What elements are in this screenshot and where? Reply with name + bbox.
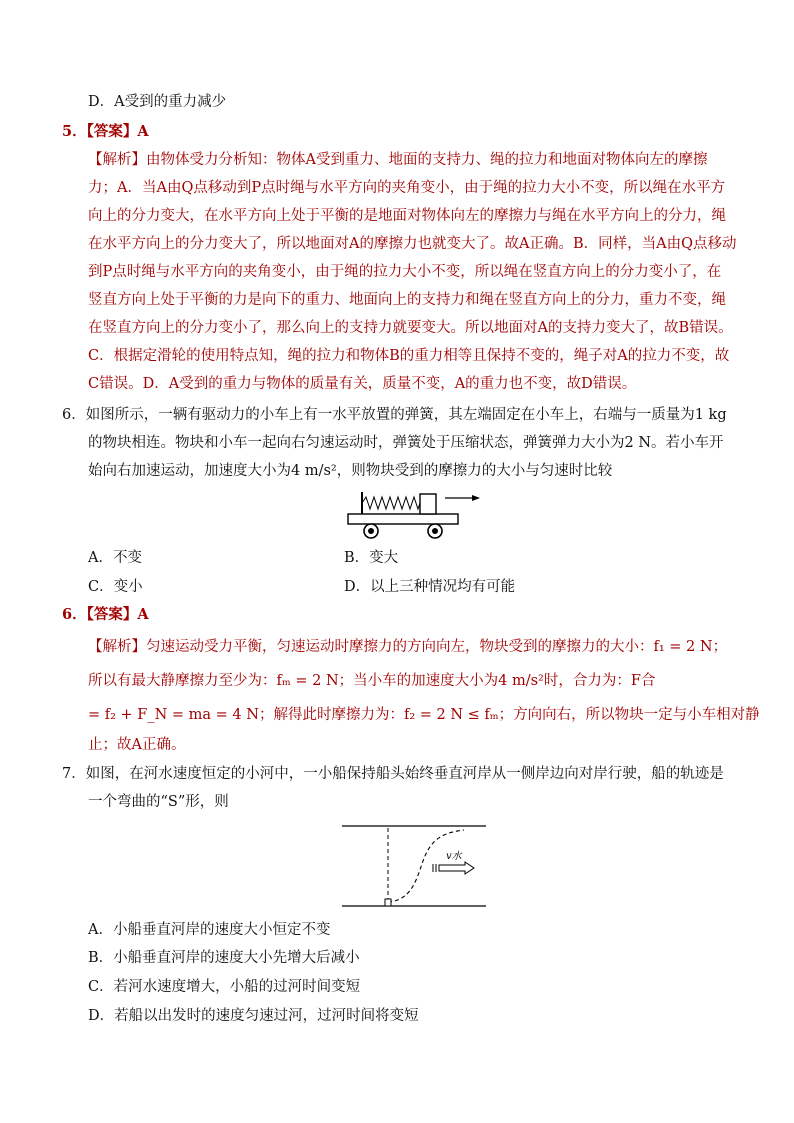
- q5-analysis-line-1: 【解析】由物体受力分析知：物体A受到重力、地面的支持力、绳的拉力和地面对物体向左的摩擦: [88, 152, 708, 168]
- q6-analysis-line-3: = f₂ + F_N = ma = 4 N；解得此时摩擦力为：f₂ = 2 N ≤ fₘ；方向向右，所以物块一定与小车相对静: [88, 707, 760, 723]
- q6-option-d: D．以上三种情况均有可能: [344, 579, 516, 595]
- q7-stem-line-2: 一个弯曲的“S”形，则: [88, 794, 229, 810]
- q7-option-d: D．若船以出发时的速度匀速过河，过河时间将变短: [88, 1008, 419, 1024]
- q5-analysis-line-6: 竖直方向上处于平衡的力是向下的重力、地面向上的支持力和绳在竖直方向上的分力，重力不变，绳: [88, 292, 726, 308]
- q4-option-d: D．A受到的重力减少: [88, 94, 227, 110]
- q6-stem-line-2: 的物块相连。物块和小车一起向右匀速运动时，弹簧处于压缩状态，弹簧弹力大小为2 N。若小车开: [88, 435, 724, 451]
- q7-stem-line-1: 7．如图，在河水速度恒定的小河中，一小船保持船头始终垂直河岸从一侧岸边向对岸行驶，船的轨迹是: [62, 766, 724, 782]
- q6-stem-line-3: 始向右加速运动，加速度大小为4 m/s²，则物块受到的摩擦力的大小与匀速时比较: [88, 463, 613, 479]
- q6-option-c: C．变小: [88, 579, 143, 595]
- q5-analysis-line-8: C．根据定滑轮的使用特点知，绳的拉力和物体B的重力相等且保持不变的，绳子对A的拉力不变，故: [88, 348, 730, 364]
- q7-option-b: B．小船垂直河岸的速度大小先增大后减小: [88, 950, 360, 966]
- q5-analysis-line-3: 向上的分力变大，在水平方向上处于平衡的是地面对物体向左的摩擦力与绳在水平方向上的分力，绳: [88, 208, 726, 224]
- q5-analysis-line-2: 力；A．当A由Q点移动到P点时绳与水平方向的夹角变小，由于绳的拉力大小不变，所以绳在水平方: [88, 180, 726, 196]
- q5-analysis-line-9: C错误。D．A受到的重力与物体的质量有关，质量不变，A的重力也不变，故D错误。: [88, 376, 637, 392]
- q6-option-b: B．变大: [344, 550, 399, 566]
- river-velocity-label: v水: [446, 851, 462, 862]
- q7-option-a: A．小船垂直河岸的速度大小恒定不变: [88, 922, 331, 938]
- river-boat-figure: [340, 820, 490, 912]
- q5-analysis-line-7: 在竖直方向上的分力变小了，那么向上的支持力就要变大。所以地面对A的支持力变大了，故B错误。: [88, 320, 733, 336]
- q5-answer-heading: 5．【答案】A: [62, 123, 149, 140]
- q6-analysis-line-2: 所以有最大静摩擦力至少为：fₘ = 2 N；当小车的加速度大小为4 m/s²时，合力为：F合: [88, 673, 656, 689]
- q6-option-a: A．不变: [88, 550, 142, 566]
- cart-spring-figure: [344, 486, 484, 544]
- q6-analysis-line-4: 止；故A正确。: [88, 737, 186, 753]
- q5-analysis-line-5: 到P点时绳与水平方向的夹角变小，由于绳的拉力大小不变，所以绳在竖直方向上的分力变小了，在: [88, 264, 722, 280]
- q6-stem-line-1: 6．如图所示，一辆有驱动力的小车上有一水平放置的弹簧，其左端固定在小车上，右端与一质量为1 kg: [62, 407, 727, 423]
- q6-answer-heading: 6．【答案】A: [62, 606, 149, 623]
- q6-analysis-line-1: 【解析】匀速运动受力平衡，匀速运动时摩擦力的方向向左，物块受到的摩擦力的大小：f₁ = 2 N；: [88, 639, 728, 655]
- q7-option-c: C．若河水速度增大，小船的过河时间变短: [88, 979, 361, 995]
- q5-analysis-line-4: 在水平方向上的分力变大了，所以地面对A的摩擦力也就变大了。故A正确。B．同样，当A由Q点移动: [88, 236, 737, 252]
